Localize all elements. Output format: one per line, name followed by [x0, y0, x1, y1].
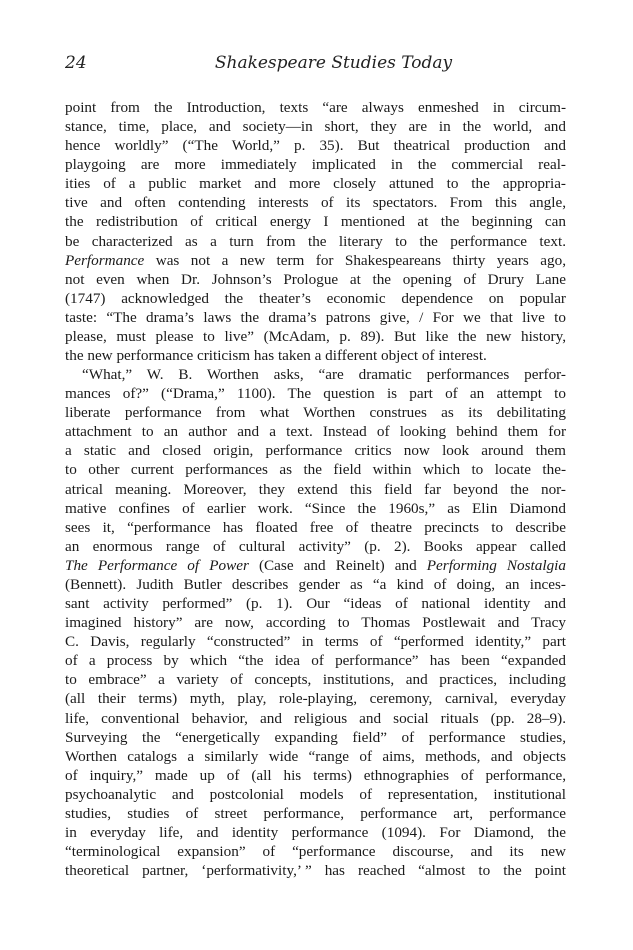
- text-span: (Bennett). Judith Butler describes gender as “a kind of doing, an inces-: [65, 575, 566, 593]
- text-line: [65, 556, 566, 575]
- text-line: [65, 842, 566, 861]
- text-line: [65, 136, 566, 155]
- text-span: please, must please to live” (McAdam, p. 89). But like the new history,: [65, 327, 566, 345]
- text-span: of inquiry,” made up of (all his terms) ethnographies of performance,: [65, 766, 566, 784]
- text-span: to other current performances as the field within which to locate the-: [65, 461, 566, 479]
- text-line: [65, 747, 566, 766]
- text-line: [65, 270, 566, 289]
- italic-title: Performing Nostalgia: [426, 556, 566, 574]
- text-span: sees it, “performance has floated free of theatre precincts to describe: [65, 518, 566, 536]
- text-span: Surveying the “energetically expanding field” of performance studies,: [65, 728, 566, 746]
- text-line: [65, 728, 566, 747]
- text-span: hence worldly” (“The World,” p. 35). But theatrical production and: [65, 137, 566, 155]
- text-span: liberate performance from what Worthen construes as its debilitating: [65, 404, 566, 422]
- text-span: “terminological expansion” of “performance discourse, and its new: [65, 843, 566, 861]
- text-span: (all their terms) myth, play, role-playing, ceremony, carnival, everyday: [65, 690, 566, 708]
- text-line: [65, 441, 566, 460]
- italic-title: The Performance of Power: [65, 556, 249, 574]
- text-line: [65, 785, 566, 804]
- text-span: (1747) acknowledged the theater’s economic dependence on popular: [65, 289, 566, 307]
- text-span: atrical meaning. Moreover, they extend this field far beyond the nor-: [65, 480, 566, 498]
- text-span: stance, time, place, and society—in short, they are in the world, and: [65, 118, 566, 136]
- text-span: Worthen catalogs a similarly wide “range of aims, methods, and objects: [65, 747, 566, 765]
- text-span: of a process by which “the idea of performance” has been “expanded: [65, 652, 566, 670]
- text-line: [65, 98, 566, 117]
- text-span: playgoing are more immediately implicated in the commercial real-: [65, 156, 566, 174]
- text-line: [65, 594, 566, 613]
- text-span: point from the Introduction, texts “are always enmeshed in circum-: [65, 99, 566, 116]
- text-span: life, conventional behavior, and religious and social rituals (pp. 28–9).: [65, 709, 566, 727]
- text-span: psychoanalytic and postcolonial models of representation, institutional: [65, 785, 566, 803]
- text-line: [65, 689, 566, 708]
- text-span: the new performance criticism has taken a different object of interest.: [65, 347, 487, 365]
- text-line: [65, 537, 566, 556]
- text-line: [65, 670, 566, 689]
- text-line: [65, 251, 566, 270]
- text-span: ities of a public market and more closely attuned to the appropria-: [65, 175, 566, 193]
- text-span: the redistribution of critical energy I mentioned at the beginning can: [65, 213, 566, 231]
- text-line: [65, 308, 566, 327]
- text-line: [65, 232, 566, 251]
- body-text: [65, 98, 566, 880]
- page-number: 24: [65, 53, 87, 73]
- text-line: [65, 365, 566, 384]
- text-span: “What,” W. B. Worthen asks, “are dramatic performances perfor-: [82, 366, 566, 384]
- text-line: [65, 155, 566, 174]
- text-span: tive and often contending interests of its spectators. From this angle,: [65, 194, 566, 212]
- text-span: attachment to an author and a text. Instead of looking behind them for: [65, 423, 566, 441]
- text-line: [65, 480, 566, 499]
- text-span: be characterized as a turn from the literary to the performance text.: [65, 232, 566, 250]
- text-span: theoretical partner, ‘performativity,’ ” has reached “almost to the point: [65, 862, 566, 880]
- text-line: [65, 117, 566, 136]
- text-line: [65, 403, 566, 422]
- text-line: [65, 422, 566, 441]
- text-line: [65, 460, 566, 479]
- text-span: not even when Dr. Johnson’s Prologue at the opening of Drury Lane: [65, 270, 566, 288]
- text-line: [65, 861, 566, 880]
- text-span: to embrace” a variety of concepts, institutions, and practices, including: [65, 671, 566, 689]
- text-line: [65, 346, 566, 365]
- text-span: an enormous range of cultural activity” (p. 2). Books appear called: [65, 537, 566, 555]
- text-span: in everyday life, and identity performance (1094). For Diamond, the: [65, 823, 566, 841]
- text-span: mative confines of earlier work. “Since the 1960s,” as Elin Diamond: [65, 499, 566, 517]
- text-line: [65, 212, 566, 231]
- text-line: [65, 575, 566, 594]
- text-line: [65, 804, 566, 823]
- text-span: studies, studies of street performance, performance art, performance: [65, 804, 566, 822]
- text-line: [65, 174, 566, 193]
- running-title: Shakespeare Studies Today: [214, 53, 453, 73]
- italic-title: Performance: [65, 251, 145, 269]
- text-span: a static and closed origin, performance critics now look around them: [65, 442, 566, 460]
- running-header: [65, 53, 566, 77]
- text-line: [65, 327, 566, 346]
- text-line: [65, 193, 566, 212]
- text-line: [65, 518, 566, 537]
- text-line: [65, 651, 566, 670]
- text-line: [65, 289, 566, 308]
- text-span: was not a new term for Shakespeareans thirty years ago,: [144, 251, 566, 269]
- text-line: [65, 823, 566, 842]
- text-span: taste: “The drama’s laws the drama’s patrons give, / For we that live to: [65, 308, 566, 326]
- text-span: sant activity performed” (p. 1). Our “ideas of national identity and: [65, 595, 566, 613]
- text-line: [65, 384, 566, 403]
- text-line: [65, 709, 566, 728]
- text-span: C. Davis, regularly “constructed” in terms of “performed identity,” part: [65, 633, 566, 651]
- text-line: [65, 499, 566, 518]
- text-line: [65, 632, 566, 651]
- text-span: imagined history” are now, according to Thomas Postlewait and Tracy: [65, 614, 566, 632]
- text-span: mances of?” (“Drama,” 1100). The question is part of an attempt to: [65, 385, 566, 403]
- text-line: [65, 766, 566, 785]
- text-line: [65, 613, 566, 632]
- text-span: (Case and Reinelt) and: [248, 556, 427, 574]
